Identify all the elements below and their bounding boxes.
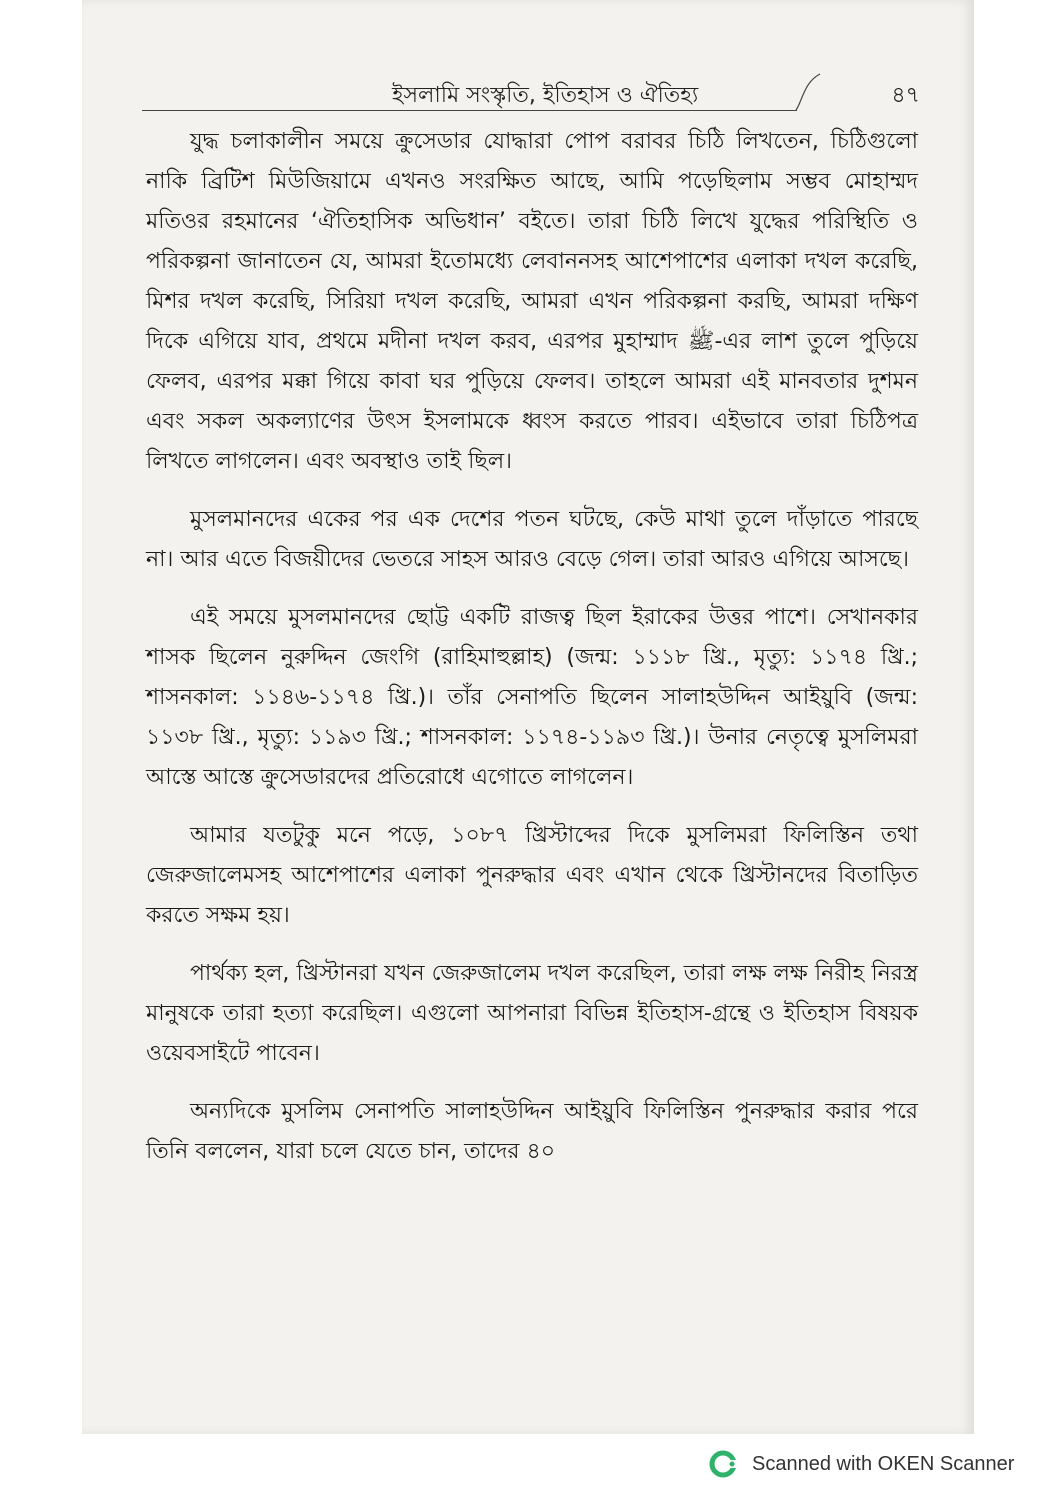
- header-flourish-icon: [792, 72, 822, 112]
- paragraph: যুদ্ধ চলাকালীন সময়ে ক্রুসেডার যোদ্ধারা পোপ বরাবর চিঠি লিখতেন, চিঠিগুলো নাকি ব্রিটিশ মিউজিয়ামে এখনও সংরক্ষিত আছে, আমি পড়েছিলাম সম্ভব মোহাম্মদ মতিওর রহমানের ‘ঐতিহাসিক অভিধান’ বইতে। তারা চিঠি লিখে যুদ্ধের পরিস্থিতি ও পরিকল্পনা জানাতেন যে, আমরা ইতোমধ্যে লেবাননসহ আশেপাশের এলাকা দখল করেছি, মিশর দখল করেছি, সিরিয়া দখল করেছি, আমরা এখন পরিকল্পনা করছি, আমরা দক্ষিণ দিকে এগিয়ে যাব, প্রথমে মদীনা দখল করব, এরপর মুহাম্মাদ ﷺ-এর লাশ তুলে পুড়িয়ে ফেলব, এরপর মক্কা গিয়ে কাবা ঘর পুড়িয়ে ফেলব। তাহলে আমরা এই মানবতার দুশমন এবং সকল অকল্যাণের উৎস ইসলামকে ধ্বংস করতে পারব। এইভাবে তারা চিঠিপত্র লিখতে লাগলেন। এবং অবস্থাও তাই ছিল।: [146, 129, 918, 474]
- book-page: [82, 0, 974, 1434]
- scanner-label: Scanned with OKEN Scanner: [752, 1452, 1015, 1475]
- paragraph: পার্থক্য হল, খ্রিস্টানরা যখন জেরুজালেম দখল করেছিল, তারা লক্ষ লক্ষ নিরীহ নিরস্ত্র মানুষকে তারা হত্যা করেছিল। এগুলো আপনারা বিভিন্ন ইতিহাস-গ্রন্থে ও ইতিহাস বিষয়ক ওয়েবসাইটে পাবেন।: [146, 961, 918, 1066]
- scanner-watermark: [708, 1446, 1014, 1482]
- page-number: ৪৭: [891, 83, 920, 108]
- running-header: [142, 72, 942, 112]
- paragraph: মুসলমানদের একের পর এক দেশের পতন ঘটছে, কেউ মাথা তুলে দাঁড়াতে পারছে না। আর এতে বিজয়ীদের ভেতরে সাহস আরও বেড়ে গেল। তারা আরও এগিয়ে আসছে।: [146, 507, 918, 572]
- paragraph: এই সময়ে মুসলমানদের ছোট্ট একটি রাজত্ব ছিল ইরাকের উত্তর পাশে। সেখানকার শাসক ছিলেন নুরুদ্দিন জেংগি (রাহিমাহুল্লাহ) (জন্ম: ১১১৮ খ্রি., মৃত্যু: ১১৭৪ খ্রি.; শাসনকাল: ১১৪৬-১১৭৪ খ্রি.)। তাঁর সেনাপতি ছিলেন সালাহউদ্দিন আইয়ুবি (জন্ম: ১১৩৮ খ্রি., মৃত্যু: ১১৯৩ খ্রি.; শাসনকাল: ১১৭৪-১১৯৩ খ্রি.)। উনার নেতৃত্বে মুসলিমরা আস্তে আস্তে ক্রুসেডারদের প্রতিরোধে এগোতে লাগলেন।: [146, 605, 918, 790]
- header-title: ইসলামি সংস্কৃতি, ইতিহাস ও ঐতিহ্য: [392, 83, 699, 108]
- paragraph: অন্যদিকে মুসলিম সেনাপতি সালাহউদ্দিন আইয়ুবি ফিলিস্তিন পুনরুদ্ধার করার পরে তিনি বললেন, যারা চলে যেতে চান, তাদের ৪০: [146, 1099, 918, 1164]
- scanner-logo-icon: [708, 1449, 738, 1479]
- paragraph: আমার যতটুকু মনে পড়ে, ১০৮৭ খ্রিস্টাব্দের দিকে মুসলিমরা ফিলিস্তিন তথা জেরুজালেমসহ আশেপাশের এলাকা পুনরুদ্ধার এবং এখান থেকে খ্রিস্টানদের বিতাড়িত করতে সক্ষম হয়।: [146, 823, 918, 928]
- header-divider: [142, 110, 797, 111]
- body-text: [146, 122, 918, 1190]
